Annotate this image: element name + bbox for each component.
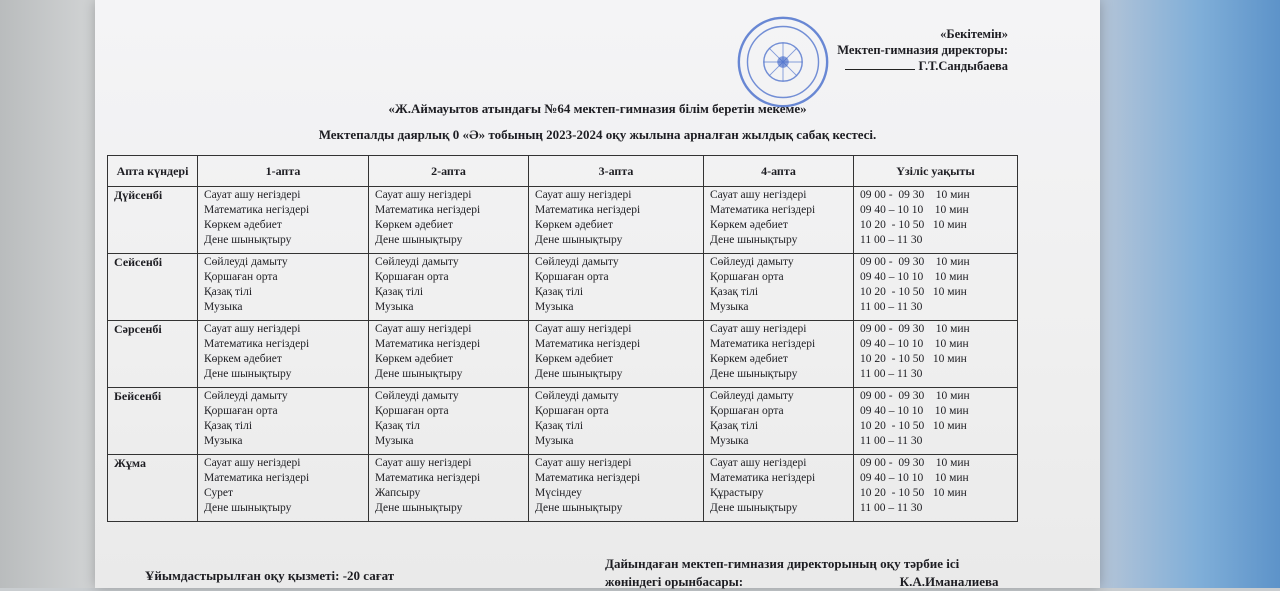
column-header: 4-апта [704,156,854,187]
subject-item: Дене шынықтыру [710,234,798,246]
subject-item: Сауат ашу негіздері [535,457,632,469]
subject-item: Қазақ тілі [535,420,584,432]
subject-item: Көркем әдебиет [204,353,282,365]
day-cell: Сәрсенбі [108,321,198,388]
break-time: 10 20 - 10 50 10 мин [860,286,967,298]
week-cell [198,254,369,321]
subject-item: Қоршаған орта [204,405,278,417]
subject-item: Қоршаған орта [710,271,784,283]
subject-item: Математика негіздері [375,204,481,216]
subject-item: Музыка [710,301,749,313]
subject-item: Сауат ашу негіздері [204,189,301,201]
break-times-cell [854,187,1018,254]
subject-item: Математика негіздері [535,204,641,216]
subject-item: Математика негіздері [204,204,310,216]
subject-item: Математика негіздері [375,472,481,484]
week-cell [198,455,369,522]
subject-item: Дене шынықтыру [375,234,463,246]
break-times-cell [854,254,1018,321]
subject-item: Көркем әдебиет [710,353,788,365]
subject-item: Сауат ашу негіздері [375,457,472,469]
subject-item: Көркем әдебиет [535,219,613,231]
subject-item: Қоршаған орта [535,405,609,417]
subject-item: Математика негіздері [204,472,310,484]
official-stamp-icon [735,14,831,110]
week-cell [369,388,529,455]
subject-item: Математика негіздері [710,204,816,216]
week-cell [198,388,369,455]
subject-item: Сөйлеуді дамыту [375,390,459,402]
subject-item: Көркем әдебиет [375,353,453,365]
prepared-by [605,555,999,591]
break-time: 10 20 - 10 50 10 мин [860,420,967,432]
subject-item: Көркем әдебиет [710,219,788,231]
week-cell [704,187,854,254]
subject-item: Көркем әдебиет [204,219,282,231]
schedule-table [107,155,1018,522]
subject-item: Сауат ашу негіздері [204,323,301,335]
subject-item: Математика негіздері [375,338,481,350]
subject-item: Музыка [535,301,574,313]
director-title: Мектеп-гимназия директоры: [837,43,1008,57]
day-cell: Сейсенбі [108,254,198,321]
table-row [108,388,1018,455]
break-time: 11 00 – 11 30 [860,502,923,514]
break-time: 09 40 – 10 10 10 мин [860,472,969,484]
day-cell: Жұма [108,455,198,522]
subject-item: Құрастыру [710,487,764,499]
week-cell [529,187,704,254]
subject-item: Музыка [204,435,243,447]
subject-item: Дене шынықтыру [375,502,463,514]
subject-item: Музыка [375,301,414,313]
subject-item: Сауат ашу негіздері [710,323,807,335]
prepared-by-title: Дайындаған мектеп-гимназия директорының оқу тәрбие ісі [605,556,960,571]
break-time: 09 40 – 10 10 10 мин [860,271,969,283]
background-blue-folder [1080,0,1280,588]
institution-title: «Ж.Аймауытов атындағы №64 мектеп-гимназия білім беретін мекеме» [388,101,807,116]
week-cell [529,388,704,455]
break-time: 11 00 – 11 30 [860,301,923,313]
break-time: 09 00 - 09 30 10 мин [860,189,970,201]
subject-item: Математика негіздері [204,338,310,350]
subject-item: Дене шынықтыру [204,368,292,380]
week-cell [369,254,529,321]
subject-item: Сөйлеуді дамыту [710,256,794,268]
table-row [108,321,1018,388]
subject-item: Дене шынықтыру [204,502,292,514]
subject-item: Жапсыру [375,487,421,499]
break-time: 11 00 – 11 30 [860,368,923,380]
subject-item: Көркем әдебиет [535,353,613,365]
table-header-row [108,156,1018,187]
subject-item: Сауат ашу негіздері [535,189,632,201]
column-header: Апта күндері [108,156,198,187]
subject-item: Сөйлеуді дамыту [710,390,794,402]
break-time: 10 20 - 10 50 10 мин [860,219,967,231]
prepared-by-role: жөніндегі орынбасары: [605,574,744,589]
subject-item: Дене шынықтыру [710,502,798,514]
subject-item: Қоршаған орта [710,405,784,417]
subject-item: Сауат ашу негіздері [204,457,301,469]
break-time: 11 00 – 11 30 [860,435,923,447]
subject-item: Дене шынықтыру [535,234,623,246]
subject-item: Сауат ашу негіздері [710,189,807,201]
break-time: 11 00 – 11 30 [860,234,923,246]
break-time: 09 00 - 09 30 10 мин [860,390,970,402]
subject-item: Дене шынықтыру [375,368,463,380]
column-header: 1-апта [198,156,369,187]
subject-item: Сурет [204,487,234,499]
week-cell [529,254,704,321]
week-cell [369,455,529,522]
subject-item: Музыка [535,435,574,447]
break-times-cell [854,388,1018,455]
week-cell [704,388,854,455]
subject-item: Қазақ тілі [204,420,253,432]
column-header: 2-апта [369,156,529,187]
week-cell [198,187,369,254]
subject-item: Сауат ашу негіздері [710,457,807,469]
total-hours: Ұйымдастырылған оқу қызметі: -20 сағат [145,568,395,583]
subject-item: Математика негіздері [710,338,816,350]
break-times-cell [854,321,1018,388]
subject-item: Қоршаған орта [204,271,278,283]
subject-item: Математика негіздері [535,338,641,350]
table-row [108,187,1018,254]
prepared-by-name: К.А.Иманалиева [899,574,999,589]
week-cell [704,254,854,321]
schedule-title: Мектепалды даярлық 0 «Ә» тобының 2023-2024 оқу жылына арналған жылдық сабақ кестесі. [318,127,877,142]
subject-item: Дене шынықтыру [535,368,623,380]
week-cell [529,455,704,522]
subject-item: Музыка [375,435,414,447]
break-time: 10 20 - 10 50 10 мин [860,487,967,499]
week-cell [704,455,854,522]
subject-item: Қазақ тілі [710,286,759,298]
week-cell [704,321,854,388]
day-cell: Бейсенбі [108,388,198,455]
break-time: 09 40 – 10 10 10 мин [860,338,969,350]
subject-item: Дене шынықтыру [710,368,798,380]
subject-item: Музыка [204,301,243,313]
subject-item: Сөйлеуді дамыту [204,256,288,268]
signature-line [845,69,915,70]
break-time: 09 00 - 09 30 10 мин [860,457,970,469]
subject-item: Математика негіздері [710,472,816,484]
subject-item: Дене шынықтыру [535,502,623,514]
schedule-document [95,0,1100,588]
subject-item: Сөйлеуді дамыту [535,390,619,402]
approval-label: «Бекітемін» [940,27,1008,41]
subject-item: Қоршаған орта [375,271,449,283]
week-cell [529,321,704,388]
week-cell [369,187,529,254]
subject-item: Қазақ тілі [710,420,759,432]
subject-item: Сауат ашу негіздері [375,323,472,335]
approval-block [837,26,1008,74]
subject-item: Сөйлеуді дамыту [375,256,459,268]
table-row [108,455,1018,522]
subject-item: Көркем әдебиет [375,219,453,231]
background-desk-left [0,0,100,588]
subject-item: Қазақ тілі [204,286,253,298]
column-header: 3-апта [529,156,704,187]
column-header: Үзіліс уақыты [854,156,1018,187]
break-times-cell [854,455,1018,522]
subject-item: Математика негіздері [535,472,641,484]
subject-item: Қазақ тілі [375,286,424,298]
subject-item: Сауат ашу негіздері [535,323,632,335]
break-time: 10 20 - 10 50 10 мин [860,353,967,365]
subject-item: Сөйлеуді дамыту [535,256,619,268]
subject-item: Қоршаған орта [375,405,449,417]
table-row [108,254,1018,321]
break-time: 09 40 – 10 10 10 мин [860,405,969,417]
subject-item: Қоршаған орта [535,271,609,283]
subject-item: Музыка [710,435,749,447]
break-time: 09 00 - 09 30 10 мин [860,256,970,268]
week-cell [198,321,369,388]
director-name: Г.Т.Сандыбаева [918,59,1008,73]
day-cell: Дүйсенбі [108,187,198,254]
break-time: 09 00 - 09 30 10 мин [860,323,970,335]
subject-item: Қазақ тілі [535,286,584,298]
subject-item: Мүсіндеу [535,487,582,499]
week-cell [369,321,529,388]
subject-item: Дене шынықтыру [204,234,292,246]
break-time: 09 40 – 10 10 10 мин [860,204,969,216]
subject-item: Қазақ тіл [375,420,420,432]
subject-item: Сөйлеуді дамыту [204,390,288,402]
subject-item: Сауат ашу негіздері [375,189,472,201]
